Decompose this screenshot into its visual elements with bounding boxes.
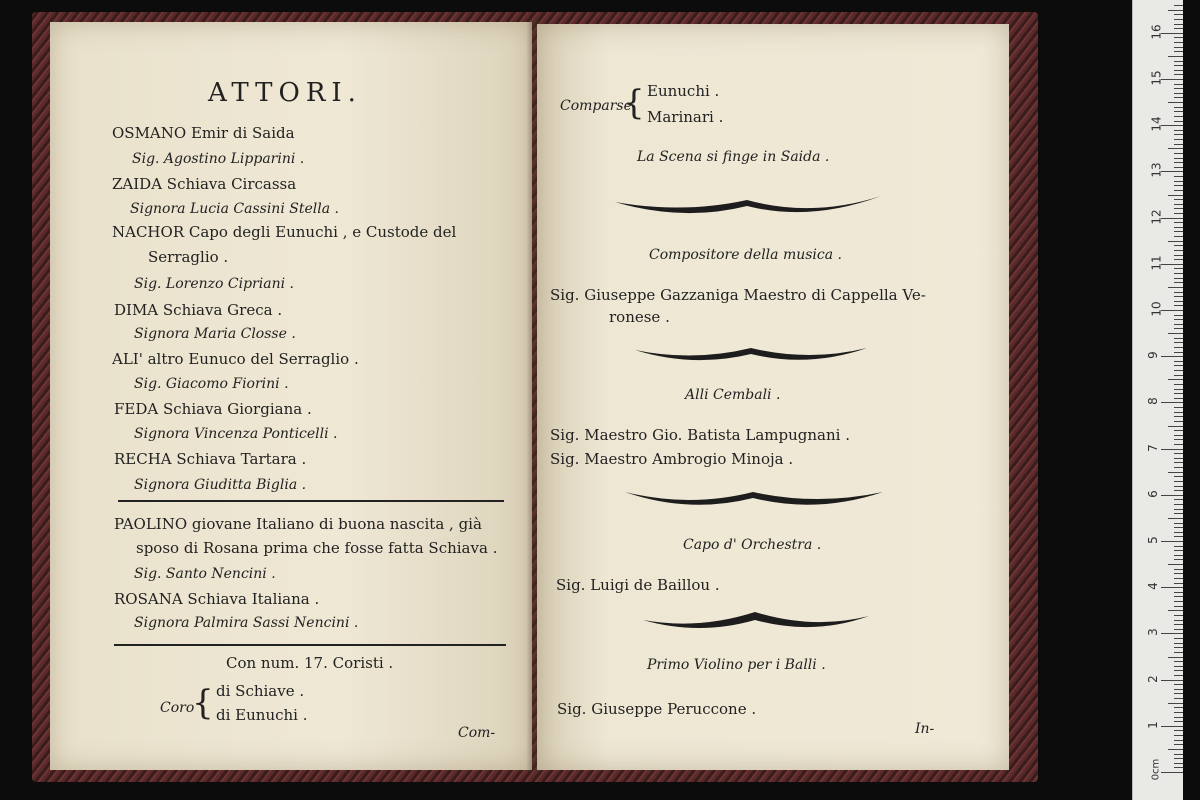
ruler-tick bbox=[1174, 550, 1183, 551]
ruler-label: 12 bbox=[1149, 208, 1164, 225]
divider-rule bbox=[114, 644, 506, 646]
ruler-tick bbox=[1174, 222, 1183, 223]
ruler-tick bbox=[1161, 171, 1183, 172]
ruler-tick bbox=[1161, 680, 1183, 681]
ruler-label: 10 bbox=[1149, 301, 1164, 317]
ruler-tick bbox=[1174, 338, 1183, 339]
ruler-tick bbox=[1174, 65, 1183, 66]
measuring-ruler bbox=[1132, 0, 1183, 800]
ruler-tick bbox=[1174, 245, 1183, 246]
cast-role: RECHA Schiava Tartara . bbox=[114, 450, 307, 468]
ruler-tick bbox=[1174, 24, 1183, 25]
ruler-label: 7 bbox=[1145, 443, 1160, 452]
ruler-tick bbox=[1174, 111, 1183, 112]
ruler-tick bbox=[1174, 236, 1183, 237]
ruler-tick bbox=[1174, 37, 1183, 38]
ruler-tick bbox=[1168, 102, 1183, 103]
ruler-tick bbox=[1174, 282, 1183, 283]
page-title: ATTORI. bbox=[208, 78, 362, 108]
ruler-label: 5 bbox=[1145, 536, 1160, 544]
ruler-tick bbox=[1168, 379, 1183, 380]
ruler-tick bbox=[1174, 213, 1183, 214]
ruler-tick bbox=[1174, 97, 1183, 98]
ruler-tick bbox=[1174, 153, 1183, 154]
ruler-tick bbox=[1174, 250, 1183, 251]
ornament-divider-icon bbox=[623, 486, 885, 514]
ruler-tick bbox=[1174, 352, 1183, 353]
ruler-tick bbox=[1174, 670, 1183, 671]
ornament-divider-icon bbox=[641, 608, 871, 636]
ruler-tick bbox=[1174, 435, 1183, 436]
left-brace-icon: { bbox=[623, 83, 645, 123]
ruler-tick bbox=[1174, 398, 1183, 399]
ruler-tick bbox=[1174, 28, 1183, 29]
ruler-tick bbox=[1174, 439, 1183, 440]
ruler-label: 8 bbox=[1145, 397, 1160, 406]
ruler-tick bbox=[1174, 481, 1183, 482]
ruler-tick bbox=[1174, 712, 1183, 713]
ruler-label: 9 bbox=[1145, 351, 1160, 360]
ruler-tick bbox=[1174, 347, 1183, 348]
cast-role: ROSANA Schiava Italiana . bbox=[114, 590, 320, 608]
cast-role: PAOLINO giovane Italiano di buona nascita , già bbox=[114, 515, 482, 533]
ruler-tick bbox=[1174, 735, 1183, 736]
ruler-tick bbox=[1174, 292, 1183, 293]
ruler-tick bbox=[1168, 333, 1183, 334]
catchword: In- bbox=[915, 721, 935, 737]
section-heading: Primo Violino per i Balli . bbox=[647, 657, 826, 673]
ruler-tick bbox=[1174, 19, 1183, 20]
ruler-tick bbox=[1174, 144, 1183, 145]
ruler-tick bbox=[1174, 190, 1183, 191]
ruler-tick bbox=[1174, 758, 1183, 759]
ruler-tick bbox=[1174, 107, 1183, 108]
ruler-label: 0cm bbox=[1150, 758, 1162, 781]
cembalist-name: Sig. Maestro Gio. Batista Lampugnani . bbox=[550, 426, 850, 444]
ruler-tick bbox=[1174, 389, 1183, 390]
ruler-tick bbox=[1174, 5, 1183, 6]
ruler-tick bbox=[1174, 421, 1183, 422]
ruler-tick bbox=[1174, 42, 1183, 43]
ruler-label: 1 bbox=[1145, 720, 1160, 729]
ruler-tick bbox=[1174, 606, 1183, 607]
ruler-tick bbox=[1174, 499, 1183, 500]
ruler-tick bbox=[1174, 462, 1183, 463]
ruler-tick bbox=[1174, 467, 1183, 468]
ruler-tick bbox=[1174, 70, 1183, 71]
ruler-tick bbox=[1174, 555, 1183, 556]
ruler-tick bbox=[1174, 88, 1183, 89]
ruler-tick bbox=[1168, 703, 1183, 704]
ruler-tick bbox=[1174, 139, 1183, 140]
ornament-divider-icon bbox=[613, 188, 883, 222]
section-heading: Alli Cembali . bbox=[685, 387, 781, 403]
ruler-tick bbox=[1168, 287, 1183, 288]
ruler-tick bbox=[1174, 647, 1183, 648]
ruler-tick bbox=[1174, 643, 1183, 644]
ruler-tick bbox=[1174, 319, 1183, 320]
ruler-tick bbox=[1174, 444, 1183, 445]
ruler-tick bbox=[1174, 121, 1183, 122]
ruler-tick bbox=[1174, 763, 1183, 764]
cast-role: OSMANO Emir di Saida bbox=[112, 124, 295, 142]
ruler-tick bbox=[1174, 305, 1183, 306]
ruler-tick bbox=[1174, 393, 1183, 394]
ruler-tick bbox=[1174, 361, 1183, 362]
cast-actor: Sig. Agostino Lipparini . bbox=[132, 151, 305, 167]
ruler-label: 2 bbox=[1145, 674, 1160, 683]
section-heading: Compositore della musica . bbox=[649, 247, 842, 263]
ruler-tick bbox=[1161, 449, 1183, 450]
ruler-label: 6 bbox=[1145, 489, 1160, 498]
ruler-tick bbox=[1174, 536, 1183, 537]
ruler-tick bbox=[1174, 573, 1183, 574]
coro-item: di Schiave . bbox=[216, 682, 305, 700]
ruler-label: 14 bbox=[1149, 116, 1164, 132]
left-brace-icon: { bbox=[192, 683, 214, 723]
ruler-tick bbox=[1161, 218, 1183, 219]
ruler-label: 15 bbox=[1149, 70, 1164, 86]
ruler-tick bbox=[1174, 14, 1183, 15]
ruler-tick bbox=[1174, 730, 1183, 731]
cast-role-cont: sposo di Rosana prima che fosse fatta Schiava . bbox=[136, 539, 498, 557]
ruler-tick bbox=[1174, 592, 1183, 593]
ruler-tick bbox=[1174, 324, 1183, 325]
divider-rule bbox=[118, 500, 504, 502]
ruler-tick bbox=[1168, 472, 1183, 473]
cast-role: ZAIDA Schiava Circassa bbox=[112, 175, 297, 193]
ruler-tick bbox=[1174, 767, 1183, 768]
ruler-tick bbox=[1174, 84, 1183, 85]
ruler-label: 16 bbox=[1149, 24, 1164, 40]
ruler-tick bbox=[1161, 726, 1183, 727]
ruler-tick bbox=[1174, 754, 1183, 755]
ruler-tick bbox=[1168, 10, 1183, 11]
ruler-tick bbox=[1174, 328, 1183, 329]
ruler-tick bbox=[1174, 509, 1183, 510]
left-page bbox=[50, 22, 532, 770]
ruler-tick bbox=[1174, 61, 1183, 62]
cast-role: DIMA Schiava Greca . bbox=[114, 301, 283, 319]
ruler-tick bbox=[1174, 176, 1183, 177]
composer-name-cont: ronese . bbox=[609, 308, 670, 326]
ruler-tick bbox=[1168, 241, 1183, 242]
cast-actor: Signora Maria Closse . bbox=[134, 326, 296, 342]
ruler-tick bbox=[1161, 33, 1183, 34]
ruler-tick bbox=[1174, 476, 1183, 477]
right-page bbox=[537, 24, 1009, 770]
ruler-tick bbox=[1174, 661, 1183, 662]
comparse-item: Marinari . bbox=[647, 108, 724, 126]
ruler-tick bbox=[1174, 268, 1183, 269]
cast-actor: Signora Palmira Sassi Nencini . bbox=[134, 615, 359, 631]
ruler-tick bbox=[1174, 273, 1183, 274]
ruler-tick bbox=[1174, 666, 1183, 667]
cast-actor: Signora Giuditta Biglia . bbox=[134, 477, 307, 493]
ruler-tick bbox=[1168, 195, 1183, 196]
ruler-tick bbox=[1174, 430, 1183, 431]
comparse-item: Eunuchi . bbox=[647, 82, 720, 100]
ruler-tick bbox=[1161, 356, 1183, 357]
ruler-tick bbox=[1168, 610, 1183, 611]
ruler-tick bbox=[1161, 264, 1183, 265]
ruler-tick bbox=[1161, 402, 1183, 403]
ruler-tick bbox=[1174, 231, 1183, 232]
ruler-tick bbox=[1174, 384, 1183, 385]
cast-role: ALI' altro Eunuco del Serraglio . bbox=[112, 350, 359, 368]
ruler-tick bbox=[1174, 453, 1183, 454]
ruler-tick bbox=[1174, 559, 1183, 560]
ruler-tick bbox=[1174, 721, 1183, 722]
ruler-tick bbox=[1174, 181, 1183, 182]
cast-actor: Signora Lucia Cassini Stella . bbox=[130, 201, 339, 217]
ruler-tick bbox=[1174, 620, 1183, 621]
violinist-name: Sig. Giuseppe Peruccone . bbox=[557, 700, 757, 718]
ruler-tick bbox=[1174, 693, 1183, 694]
ruler-tick bbox=[1174, 342, 1183, 343]
ruler-tick bbox=[1161, 125, 1183, 126]
ruler-tick bbox=[1174, 296, 1183, 297]
ruler-tick bbox=[1174, 583, 1183, 584]
ruler-tick bbox=[1161, 495, 1183, 496]
ruler-tick bbox=[1174, 638, 1183, 639]
orchestra-name: Sig. Luigi de Baillou . bbox=[556, 576, 720, 594]
comparse-label: Comparse bbox=[560, 98, 632, 114]
ruler-tick bbox=[1174, 227, 1183, 228]
ruler-tick bbox=[1174, 615, 1183, 616]
ruler-tick bbox=[1174, 208, 1183, 209]
ruler-tick bbox=[1161, 310, 1183, 311]
ruler-tick bbox=[1161, 587, 1183, 588]
ruler-tick bbox=[1174, 744, 1183, 745]
ruler-tick bbox=[1174, 74, 1183, 75]
ruler-tick bbox=[1174, 513, 1183, 514]
ruler-tick bbox=[1168, 148, 1183, 149]
cembalist-name: Sig. Maestro Ambrogio Minoja . bbox=[550, 450, 794, 468]
ruler-label: 11 bbox=[1149, 255, 1164, 271]
ruler-tick bbox=[1168, 518, 1183, 519]
ruler-tick bbox=[1174, 527, 1183, 528]
ruler-tick bbox=[1174, 523, 1183, 524]
ruler-tick bbox=[1174, 301, 1183, 302]
ruler-tick bbox=[1174, 370, 1183, 371]
ruler-tick bbox=[1174, 546, 1183, 547]
ruler-tick bbox=[1174, 51, 1183, 52]
ruler-tick bbox=[1174, 578, 1183, 579]
coro-item: di Eunuchi . bbox=[216, 706, 308, 724]
ruler-tick bbox=[1174, 185, 1183, 186]
ruler-tick bbox=[1174, 199, 1183, 200]
ruler-tick bbox=[1174, 486, 1183, 487]
ornament-divider-icon bbox=[633, 342, 869, 368]
ruler-tick bbox=[1174, 116, 1183, 117]
chorus-intro: Con num. 17. Coristi . bbox=[226, 654, 394, 672]
ruler-tick bbox=[1174, 412, 1183, 413]
ruler-tick bbox=[1161, 633, 1183, 634]
ruler-label: 13 bbox=[1149, 162, 1164, 179]
coro-label: Coro bbox=[160, 700, 195, 716]
ruler-tick bbox=[1174, 416, 1183, 417]
catchword: Com- bbox=[458, 725, 496, 741]
ruler-tick bbox=[1174, 569, 1183, 570]
ruler-tick bbox=[1174, 134, 1183, 135]
ruler-tick bbox=[1174, 490, 1183, 491]
cast-role: FEDA Schiava Giorgiana . bbox=[114, 400, 312, 418]
ruler-tick bbox=[1174, 204, 1183, 205]
ruler-tick bbox=[1174, 375, 1183, 376]
ruler-tick bbox=[1174, 259, 1183, 260]
ruler-tick bbox=[1174, 675, 1183, 676]
ruler-tick bbox=[1168, 564, 1183, 565]
ruler-tick bbox=[1174, 255, 1183, 256]
ruler-tick bbox=[1174, 689, 1183, 690]
composer-name: Sig. Giuseppe Gazzaniga Maestro di Cappella Ve- bbox=[550, 286, 926, 304]
cast-role-cont: Serraglio . bbox=[148, 248, 229, 266]
ruler-tick bbox=[1161, 772, 1183, 773]
ruler-tick bbox=[1168, 657, 1183, 658]
ruler-tick bbox=[1168, 56, 1183, 57]
ruler-tick bbox=[1161, 79, 1183, 80]
cast-role: NACHOR Capo degli Eunuchi , e Custode del bbox=[112, 223, 457, 241]
ruler-tick bbox=[1174, 707, 1183, 708]
ruler-label: 4 bbox=[1145, 582, 1160, 591]
ruler-tick bbox=[1174, 130, 1183, 131]
ruler-tick bbox=[1174, 652, 1183, 653]
ruler-tick bbox=[1174, 407, 1183, 408]
ruler-tick bbox=[1174, 167, 1183, 168]
ruler-tick bbox=[1174, 601, 1183, 602]
cast-actor: Sig. Santo Nencini . bbox=[134, 566, 276, 582]
ruler-tick bbox=[1174, 624, 1183, 625]
ruler-tick bbox=[1174, 158, 1183, 159]
section-heading: Capo d' Orchestra . bbox=[683, 537, 822, 553]
ruler-tick bbox=[1174, 629, 1183, 630]
cast-actor: Sig. Lorenzo Cipriani . bbox=[134, 276, 294, 292]
ruler-tick bbox=[1174, 684, 1183, 685]
ruler-tick bbox=[1174, 93, 1183, 94]
cast-actor: Signora Vincenza Ponticelli . bbox=[134, 426, 338, 442]
ruler-tick bbox=[1174, 740, 1183, 741]
ruler-tick bbox=[1174, 278, 1183, 279]
ruler-tick bbox=[1174, 717, 1183, 718]
cast-actor: Sig. Giacomo Fiorini . bbox=[134, 376, 289, 392]
ruler-tick bbox=[1174, 596, 1183, 597]
ruler-tick bbox=[1174, 315, 1183, 316]
ruler-tick bbox=[1174, 458, 1183, 459]
ruler-tick bbox=[1174, 162, 1183, 163]
ruler-tick bbox=[1168, 426, 1183, 427]
ruler-tick bbox=[1168, 749, 1183, 750]
ruler-tick bbox=[1174, 504, 1183, 505]
ruler-tick bbox=[1174, 532, 1183, 533]
ruler-tick bbox=[1174, 365, 1183, 366]
ruler-label: 3 bbox=[1145, 628, 1160, 637]
ruler-tick bbox=[1174, 698, 1183, 699]
ruler-tick bbox=[1174, 47, 1183, 48]
ruler-tick bbox=[1161, 541, 1183, 542]
scene-note: La Scena si finge in Saida . bbox=[637, 149, 830, 165]
